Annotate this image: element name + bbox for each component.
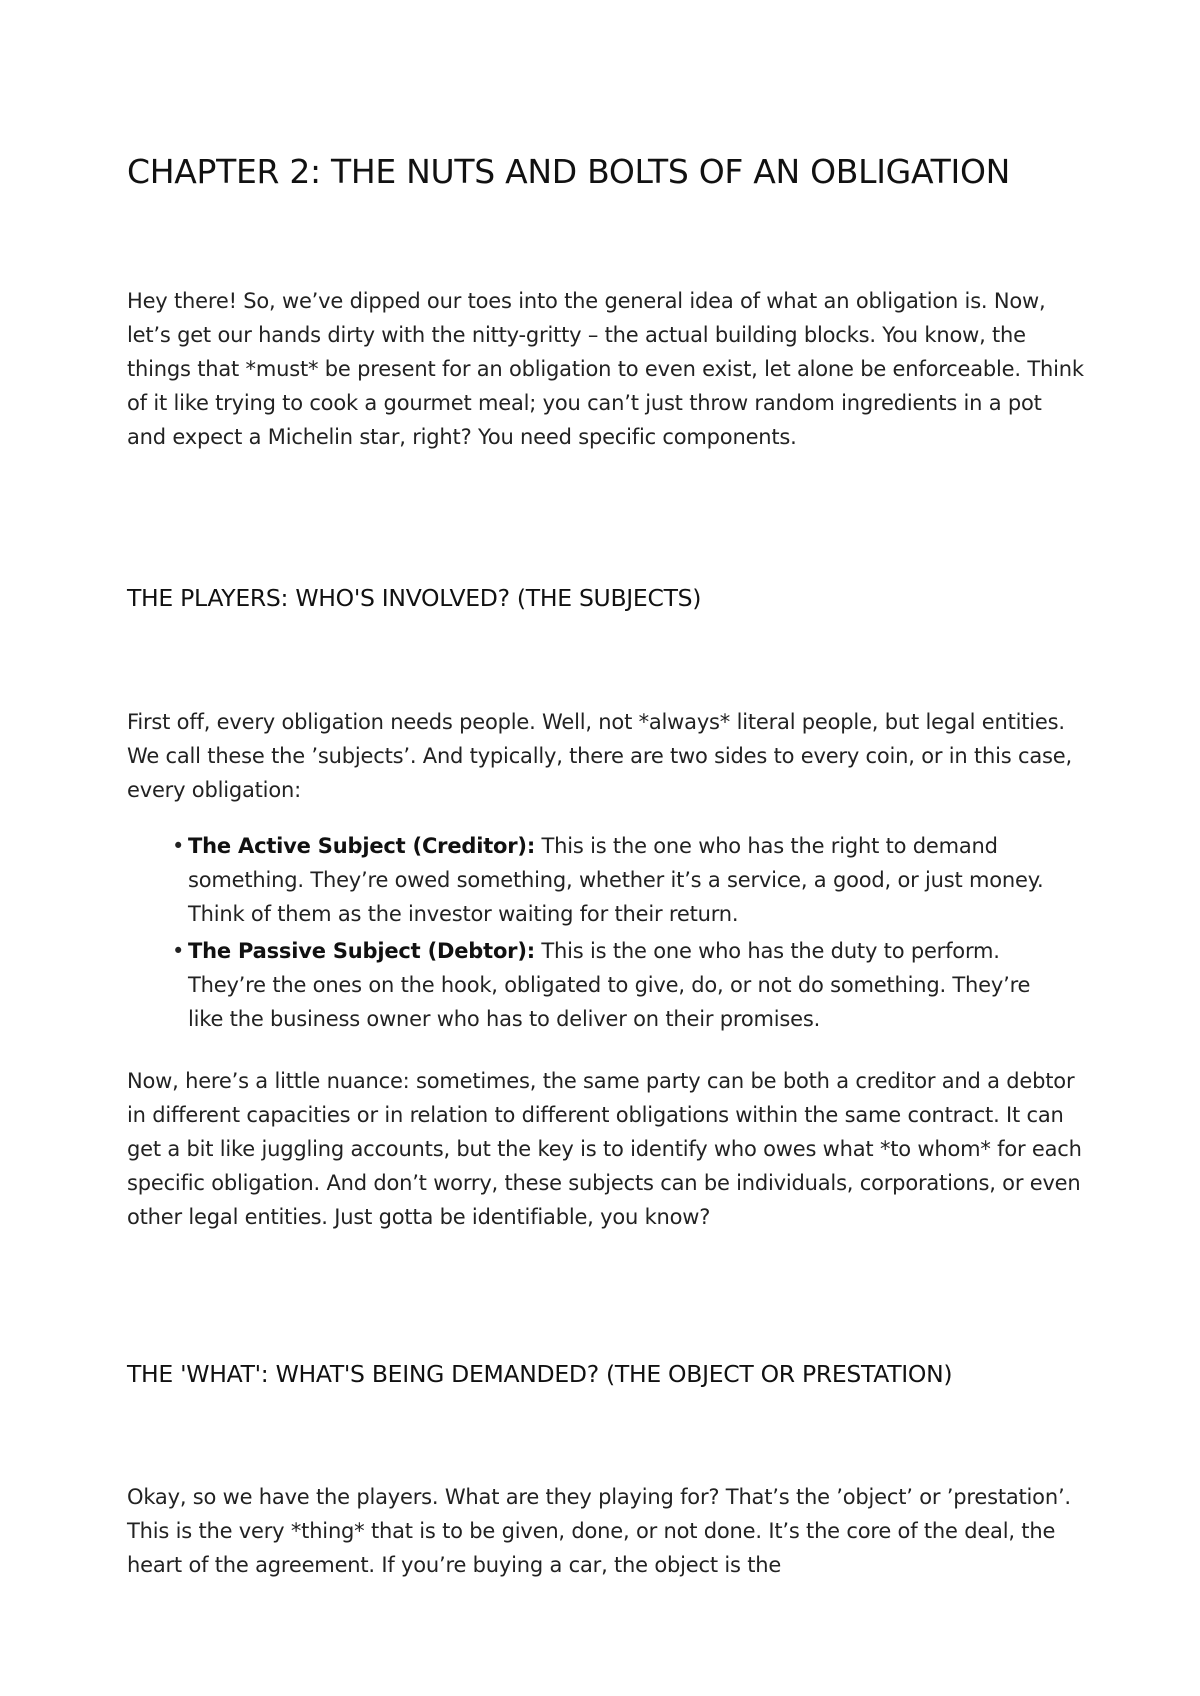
list-item-active-subject: [170, 829, 1070, 931]
bullet-term-active-subject: The Active Subject (Creditor):: [188, 834, 536, 858]
object-intro-paragraph: Okay, so we have the players. What are they playing for? That’s the ’object’ or ’prestation’. This is the very *thing* that is to be given, done, or not done. It’s the core of the deal, the heart of the agreement. If you’re buying a car, the object is the: [127, 1485, 1071, 1577]
section-heading-subjects: THE PLAYERS: WHO'S INVOLVED? (THE SUBJECTS): [127, 584, 702, 612]
bullet-term-passive-subject: The Passive Subject (Debtor):: [188, 939, 535, 963]
bullet-marker: •: [172, 939, 185, 963]
bullet-text-passive-subject: This is the one who has the duty to perform. They’re the ones on the hook, obligated to give, do, or not do something. They’re like the business owner who has to deliver on their promises.: [188, 939, 1031, 1031]
section-heading-object: THE 'WHAT': WHAT'S BEING DEMANDED? (THE OBJECT OR PRESTATION): [127, 1360, 953, 1388]
bullet-text-active-subject: This is the one who has the right to demand something. They’re owed something, whether it’s a service, a good, or just money. Think of them as the investor waiting for their return.: [188, 834, 1044, 926]
subjects-nuance-paragraph: Now, here’s a little nuance: sometimes, the same party can be both a creditor and a debtor in different capacities or in relation to different obligations within the same contract. It can get a bit like juggling accounts, but the key is to identify who owes what *to whom* for each specific obligation. And don’t worry, these subjects can be individuals, corporations, or even other legal entities. Just gotta be identifiable, you know?: [127, 1069, 1082, 1229]
chapter-title: CHAPTER 2: THE NUTS AND BOLTS OF AN OBLIGATION: [127, 152, 1011, 191]
subjects-bullet-list: [170, 829, 1070, 1036]
intro-paragraph: Hey there! So, we’ve dipped our toes into the general idea of what an obligation is. Now, let’s get our hands dirty with the nitty-gritty – the actual building blocks. You know, the things that *must* be present for an obligation to even exist, let alone be enforceable. Think of it like trying to cook a gourmet meal; you can’t just throw random ingredients in a pot and expect a Michelin star, right? You need specific components.: [127, 289, 1084, 449]
bullet-marker: •: [172, 834, 185, 858]
subjects-intro-paragraph: First off, every obligation needs people. Well, not *always* literal people, but legal entities. We call these the ’subjects’. And typically, there are two sides to every coin, or in this case, every obligation:: [127, 710, 1072, 802]
list-item-passive-subject: [170, 934, 1070, 1036]
